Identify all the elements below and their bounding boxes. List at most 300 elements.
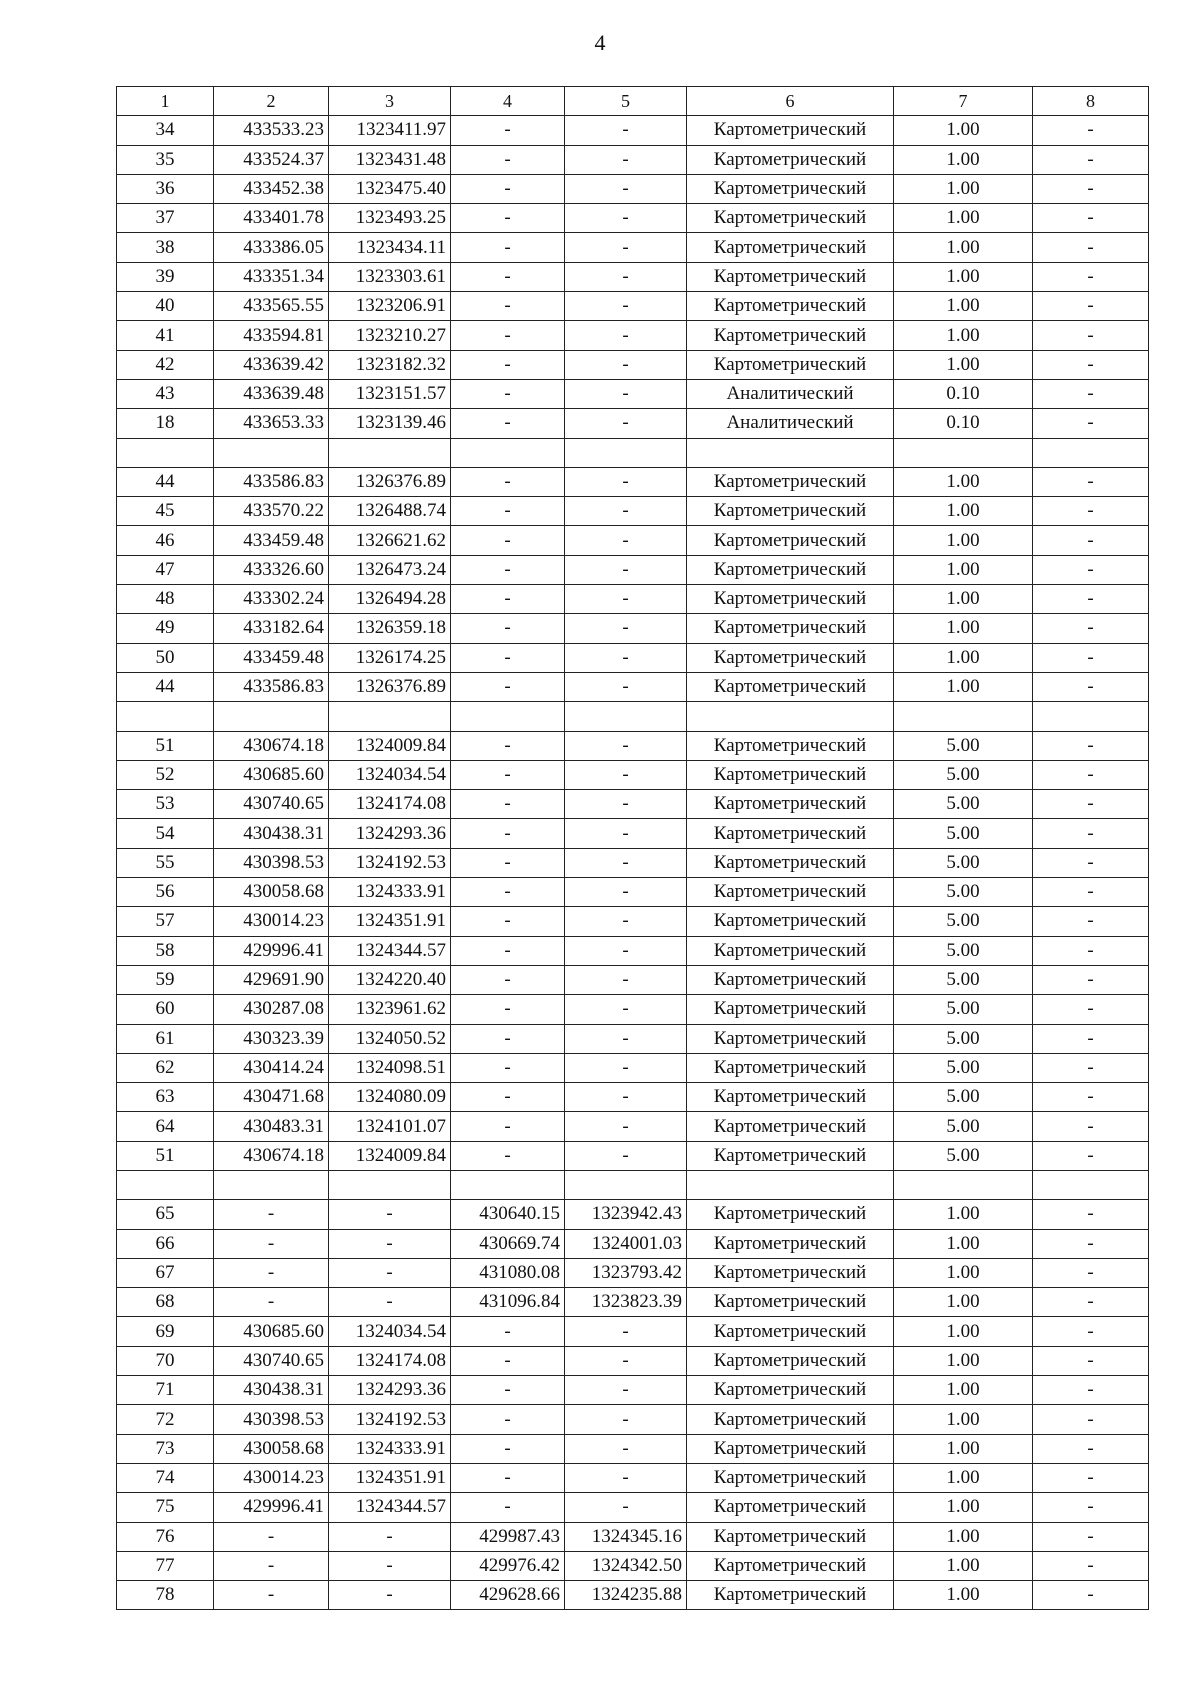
- cell-point-number: 70: [117, 1346, 214, 1375]
- table-row: [117, 1112, 1149, 1141]
- table-row: [117, 614, 1149, 643]
- cell-x-existing: 433533.23: [214, 116, 329, 145]
- cell-x-existing: 430438.31: [214, 1376, 329, 1405]
- cell-x-existing: 430685.60: [214, 760, 329, 789]
- cell-y-existing: 1323210.27: [329, 321, 451, 350]
- cell-x-new: 429976.42: [451, 1551, 565, 1580]
- cell-method: Картометрический: [687, 1141, 894, 1170]
- cell-x-new: -: [451, 936, 565, 965]
- cell-y-new: -: [565, 1317, 687, 1346]
- cell-description: -: [1033, 760, 1149, 789]
- cell-point-number: 37: [117, 204, 214, 233]
- cell-x-existing: 430014.23: [214, 907, 329, 936]
- table-row: [117, 379, 1149, 408]
- cell-accuracy: 1.00: [894, 1376, 1033, 1405]
- cell-x-existing: 433302.24: [214, 585, 329, 614]
- cell-x-existing: 430483.31: [214, 1112, 329, 1141]
- table-row: [117, 262, 1149, 291]
- cell-x-existing: 433653.33: [214, 409, 329, 438]
- cell-x-new: -: [451, 497, 565, 526]
- cell-x-new: -: [451, 467, 565, 496]
- cell-point-number: 18: [117, 409, 214, 438]
- cell-description: -: [1033, 321, 1149, 350]
- cell-description: -: [1033, 1141, 1149, 1170]
- cell-y-new: [565, 438, 687, 467]
- cell-point-number: [117, 1170, 214, 1199]
- table-row: [117, 1463, 1149, 1492]
- cell-y-new: -: [565, 848, 687, 877]
- table-row: [117, 292, 1149, 321]
- cell-y-new: -: [565, 116, 687, 145]
- table-row: [117, 643, 1149, 672]
- cell-x-existing: 433565.55: [214, 292, 329, 321]
- cell-description: -: [1033, 1317, 1149, 1346]
- cell-y-existing: 1324344.57: [329, 1493, 451, 1522]
- cell-point-number: 65: [117, 1200, 214, 1229]
- cell-y-existing: 1326174.25: [329, 643, 451, 672]
- cell-description: -: [1033, 1229, 1149, 1258]
- cell-point-number: 64: [117, 1112, 214, 1141]
- cell-y-existing: -: [329, 1200, 451, 1229]
- cell-accuracy: 1.00: [894, 204, 1033, 233]
- cell-x-new: -: [451, 262, 565, 291]
- cell-x-existing: -: [214, 1551, 329, 1580]
- cell-description: -: [1033, 614, 1149, 643]
- cell-y-existing: 1326473.24: [329, 555, 451, 584]
- column-header-5: 5: [565, 87, 687, 116]
- cell-description: -: [1033, 1493, 1149, 1522]
- cell-x-existing: 433351.34: [214, 262, 329, 291]
- cell-description: -: [1033, 1083, 1149, 1112]
- cell-x-existing: 430740.65: [214, 1346, 329, 1375]
- cell-x-new: -: [451, 145, 565, 174]
- cell-method: Картометрический: [687, 1200, 894, 1229]
- cell-accuracy: 1.00: [894, 1581, 1033, 1610]
- cell-accuracy: 1.00: [894, 1317, 1033, 1346]
- cell-y-existing: 1326621.62: [329, 526, 451, 555]
- cell-y-existing: 1324192.53: [329, 1405, 451, 1434]
- table-row: [117, 204, 1149, 233]
- cell-point-number: 52: [117, 760, 214, 789]
- cell-point-number: 72: [117, 1405, 214, 1434]
- cell-method: Картометрический: [687, 790, 894, 819]
- cell-y-new: -: [565, 760, 687, 789]
- cell-method: Картометрический: [687, 1493, 894, 1522]
- table-row: [117, 1493, 1149, 1522]
- page-number: 4: [594, 30, 606, 55]
- cell-accuracy: 0.10: [894, 409, 1033, 438]
- cell-point-number: 46: [117, 526, 214, 555]
- cell-y-new: 1324345.16: [565, 1522, 687, 1551]
- cell-method: Картометрический: [687, 145, 894, 174]
- cell-x-new: 430669.74: [451, 1229, 565, 1258]
- cell-method: Картометрический: [687, 350, 894, 379]
- cell-method: Картометрический: [687, 526, 894, 555]
- cell-accuracy: 1.00: [894, 321, 1033, 350]
- cell-accuracy: [894, 1170, 1033, 1199]
- cell-description: -: [1033, 1258, 1149, 1287]
- cell-point-number: 43: [117, 379, 214, 408]
- cell-accuracy: 1.00: [894, 1493, 1033, 1522]
- cell-point-number: 36: [117, 174, 214, 203]
- cell-accuracy: 1.00: [894, 1405, 1033, 1434]
- cell-point-number: 77: [117, 1551, 214, 1580]
- cell-y-new: -: [565, 379, 687, 408]
- cell-description: -: [1033, 116, 1149, 145]
- cell-x-existing: 429996.41: [214, 936, 329, 965]
- cell-x-new: -: [451, 116, 565, 145]
- cell-x-existing: 433386.05: [214, 233, 329, 262]
- cell-accuracy: 5.00: [894, 790, 1033, 819]
- cell-y-existing: [329, 438, 451, 467]
- cell-method: Картометрический: [687, 292, 894, 321]
- cell-y-new: -: [565, 614, 687, 643]
- cell-accuracy: 5.00: [894, 760, 1033, 789]
- cell-method: Картометрический: [687, 936, 894, 965]
- cell-method: Картометрический: [687, 1434, 894, 1463]
- cell-method: Картометрический: [687, 1346, 894, 1375]
- table-row: [117, 1024, 1149, 1053]
- cell-description: -: [1033, 350, 1149, 379]
- cell-accuracy: 1.00: [894, 497, 1033, 526]
- cell-x-new: -: [451, 409, 565, 438]
- table-row: [117, 1083, 1149, 1112]
- cell-point-number: 44: [117, 672, 214, 701]
- cell-point-number: 48: [117, 585, 214, 614]
- cell-method: Картометрический: [687, 965, 894, 994]
- cell-x-new: -: [451, 321, 565, 350]
- cell-y-existing: -: [329, 1258, 451, 1287]
- cell-method: Картометрический: [687, 497, 894, 526]
- cell-description: -: [1033, 262, 1149, 291]
- cell-x-existing: 433639.42: [214, 350, 329, 379]
- cell-x-existing: -: [214, 1288, 329, 1317]
- cell-accuracy: 5.00: [894, 995, 1033, 1024]
- cell-y-existing: 1323206.91: [329, 292, 451, 321]
- cell-x-existing: -: [214, 1229, 329, 1258]
- cell-description: -: [1033, 555, 1149, 584]
- table-row: [117, 1405, 1149, 1434]
- cell-x-new: -: [451, 760, 565, 789]
- cell-x-new: -: [451, 848, 565, 877]
- cell-accuracy: 1.00: [894, 1258, 1033, 1287]
- cell-y-new: -: [565, 1083, 687, 1112]
- cell-y-new: -: [565, 292, 687, 321]
- table-row: [117, 555, 1149, 584]
- cell-accuracy: 1.00: [894, 1288, 1033, 1317]
- cell-accuracy: 1.00: [894, 233, 1033, 262]
- cell-description: [1033, 438, 1149, 467]
- cell-x-existing: 433570.22: [214, 497, 329, 526]
- cell-point-number: 61: [117, 1024, 214, 1053]
- cell-point-number: 58: [117, 936, 214, 965]
- cell-description: -: [1033, 497, 1149, 526]
- cell-accuracy: 5.00: [894, 1112, 1033, 1141]
- cell-x-new: -: [451, 350, 565, 379]
- cell-y-existing: 1324009.84: [329, 1141, 451, 1170]
- cell-accuracy: 1.00: [894, 1522, 1033, 1551]
- column-header-8: 8: [1033, 87, 1149, 116]
- cell-point-number: 59: [117, 965, 214, 994]
- cell-description: -: [1033, 174, 1149, 203]
- table-row: [117, 819, 1149, 848]
- cell-x-existing: 433182.64: [214, 614, 329, 643]
- cell-y-new: -: [565, 965, 687, 994]
- cell-method: Картометрический: [687, 555, 894, 584]
- cell-point-number: 74: [117, 1463, 214, 1492]
- table-row: [117, 965, 1149, 994]
- cell-point-number: 62: [117, 1053, 214, 1082]
- cell-x-new: 429987.43: [451, 1522, 565, 1551]
- cell-y-existing: 1323431.48: [329, 145, 451, 174]
- cell-y-new: -: [565, 204, 687, 233]
- cell-point-number: 44: [117, 467, 214, 496]
- cell-method: Картометрический: [687, 1258, 894, 1287]
- cell-method: Картометрический: [687, 819, 894, 848]
- cell-x-existing: -: [214, 1200, 329, 1229]
- cell-y-existing: 1324293.36: [329, 819, 451, 848]
- table-row: [117, 1581, 1149, 1610]
- cell-x-new: 431096.84: [451, 1288, 565, 1317]
- cell-y-new: -: [565, 731, 687, 760]
- column-header-2: 2: [214, 87, 329, 116]
- cell-y-existing: [329, 1170, 451, 1199]
- cell-method: Картометрический: [687, 995, 894, 1024]
- cell-y-new: -: [565, 233, 687, 262]
- cell-x-existing: 430740.65: [214, 790, 329, 819]
- cell-description: -: [1033, 204, 1149, 233]
- table-row: [117, 1258, 1149, 1287]
- cell-y-new: -: [565, 350, 687, 379]
- cell-y-new: -: [565, 262, 687, 291]
- cell-point-number: 41: [117, 321, 214, 350]
- cell-description: -: [1033, 1581, 1149, 1610]
- cell-y-existing: 1323139.46: [329, 409, 451, 438]
- cell-y-new: -: [565, 819, 687, 848]
- cell-method: Картометрический: [687, 614, 894, 643]
- cell-y-new: -: [565, 936, 687, 965]
- cell-y-new: -: [565, 672, 687, 701]
- cell-x-new: -: [451, 1493, 565, 1522]
- cell-description: -: [1033, 965, 1149, 994]
- cell-description: -: [1033, 672, 1149, 701]
- cell-accuracy: 5.00: [894, 848, 1033, 877]
- table-row: [117, 438, 1149, 467]
- cell-x-existing: 430438.31: [214, 819, 329, 848]
- cell-x-existing: 433586.83: [214, 672, 329, 701]
- cell-x-new: -: [451, 1083, 565, 1112]
- cell-point-number: 57: [117, 907, 214, 936]
- cell-y-new: -: [565, 790, 687, 819]
- table-row: [117, 848, 1149, 877]
- cell-x-new: -: [451, 614, 565, 643]
- cell-description: -: [1033, 379, 1149, 408]
- cell-accuracy: 1.00: [894, 1434, 1033, 1463]
- cell-description: -: [1033, 995, 1149, 1024]
- cell-x-new: [451, 702, 565, 731]
- cell-description: -: [1033, 1405, 1149, 1434]
- cell-method: Картометрический: [687, 878, 894, 907]
- table-row: [117, 907, 1149, 936]
- cell-method: Картометрический: [687, 116, 894, 145]
- cell-accuracy: 1.00: [894, 585, 1033, 614]
- cell-x-new: -: [451, 1112, 565, 1141]
- table-row: [117, 1522, 1149, 1551]
- cell-y-new: -: [565, 1434, 687, 1463]
- table-row: [117, 702, 1149, 731]
- cell-method: Картометрический: [687, 1053, 894, 1082]
- cell-method: Картометрический: [687, 585, 894, 614]
- table-row: [117, 672, 1149, 701]
- cell-y-existing: 1324174.08: [329, 790, 451, 819]
- table-row: [117, 1376, 1149, 1405]
- table-row: [117, 526, 1149, 555]
- table-row: [117, 1229, 1149, 1258]
- cell-y-existing: 1324220.40: [329, 965, 451, 994]
- cell-x-new: -: [451, 1024, 565, 1053]
- cell-y-new: -: [565, 995, 687, 1024]
- cell-description: -: [1033, 907, 1149, 936]
- table-row: [117, 936, 1149, 965]
- cell-y-new: -: [565, 409, 687, 438]
- cell-y-new: 1324342.50: [565, 1551, 687, 1580]
- cell-y-existing: 1326494.28: [329, 585, 451, 614]
- cell-description: -: [1033, 467, 1149, 496]
- cell-method: Картометрический: [687, 174, 894, 203]
- table-row: [117, 145, 1149, 174]
- cell-method: [687, 702, 894, 731]
- cell-y-existing: -: [329, 1522, 451, 1551]
- cell-accuracy: 1.00: [894, 526, 1033, 555]
- table-row: [117, 116, 1149, 145]
- cell-point-number: 67: [117, 1258, 214, 1287]
- cell-y-existing: 1323475.40: [329, 174, 451, 203]
- cell-x-existing: [214, 1170, 329, 1199]
- cell-y-existing: 1323434.11: [329, 233, 451, 262]
- cell-accuracy: 1.00: [894, 1551, 1033, 1580]
- cell-y-existing: 1324174.08: [329, 1346, 451, 1375]
- cell-point-number: 66: [117, 1229, 214, 1258]
- coordinates-table-body: [117, 87, 1149, 1610]
- cell-x-existing: 429691.90: [214, 965, 329, 994]
- cell-description: -: [1033, 819, 1149, 848]
- cell-description: -: [1033, 409, 1149, 438]
- cell-method: [687, 438, 894, 467]
- cell-x-existing: 430674.18: [214, 1141, 329, 1170]
- cell-x-existing: 433594.81: [214, 321, 329, 350]
- cell-y-new: -: [565, 174, 687, 203]
- cell-y-new: -: [565, 1053, 687, 1082]
- cell-x-new: -: [451, 995, 565, 1024]
- cell-x-existing: -: [214, 1522, 329, 1551]
- cell-y-existing: 1323151.57: [329, 379, 451, 408]
- cell-x-new: 431080.08: [451, 1258, 565, 1287]
- cell-y-existing: 1324192.53: [329, 848, 451, 877]
- column-header-3: 3: [329, 87, 451, 116]
- cell-point-number: 40: [117, 292, 214, 321]
- cell-description: -: [1033, 1288, 1149, 1317]
- cell-point-number: 50: [117, 643, 214, 672]
- cell-y-existing: 1323303.61: [329, 262, 451, 291]
- cell-method: [687, 1170, 894, 1199]
- cell-accuracy: 5.00: [894, 878, 1033, 907]
- cell-accuracy: 1.00: [894, 350, 1033, 379]
- cell-y-new: -: [565, 321, 687, 350]
- cell-x-new: -: [451, 1141, 565, 1170]
- cell-y-new: -: [565, 1405, 687, 1434]
- cell-description: -: [1033, 1053, 1149, 1082]
- cell-x-new: -: [451, 819, 565, 848]
- cell-point-number: 51: [117, 731, 214, 760]
- cell-x-new: -: [451, 1346, 565, 1375]
- table-row: [117, 995, 1149, 1024]
- cell-description: -: [1033, 790, 1149, 819]
- cell-y-existing: 1324293.36: [329, 1376, 451, 1405]
- cell-description: -: [1033, 1434, 1149, 1463]
- cell-y-existing: 1323411.97: [329, 116, 451, 145]
- table-row: [117, 1434, 1149, 1463]
- cell-accuracy: 1.00: [894, 467, 1033, 496]
- cell-method: Картометрический: [687, 760, 894, 789]
- cell-point-number: 38: [117, 233, 214, 262]
- table-row: [117, 321, 1149, 350]
- table-row: [117, 1053, 1149, 1082]
- cell-x-new: -: [451, 1376, 565, 1405]
- cell-method: Картометрический: [687, 262, 894, 291]
- cell-accuracy: 5.00: [894, 936, 1033, 965]
- cell-description: -: [1033, 292, 1149, 321]
- cell-point-number: 73: [117, 1434, 214, 1463]
- cell-method: Картометрический: [687, 1317, 894, 1346]
- cell-x-new: -: [451, 174, 565, 203]
- table-row: [117, 233, 1149, 262]
- cell-y-existing: 1326488.74: [329, 497, 451, 526]
- table-row: [117, 409, 1149, 438]
- cell-accuracy: 1.00: [894, 555, 1033, 584]
- cell-method: Картометрический: [687, 848, 894, 877]
- cell-x-new: -: [451, 643, 565, 672]
- cell-point-number: 35: [117, 145, 214, 174]
- cell-y-existing: 1324080.09: [329, 1083, 451, 1112]
- cell-x-existing: -: [214, 1258, 329, 1287]
- cell-method: Картометрический: [687, 1581, 894, 1610]
- cell-y-new: 1324001.03: [565, 1229, 687, 1258]
- table-row: [117, 1317, 1149, 1346]
- cell-method: Аналитический: [687, 409, 894, 438]
- cell-method: Аналитический: [687, 379, 894, 408]
- cell-x-existing: 430471.68: [214, 1083, 329, 1112]
- cell-x-new: -: [451, 1053, 565, 1082]
- cell-x-new: -: [451, 233, 565, 262]
- cell-y-existing: 1324034.54: [329, 760, 451, 789]
- cell-accuracy: 5.00: [894, 1083, 1033, 1112]
- cell-y-existing: 1324098.51: [329, 1053, 451, 1082]
- cell-x-existing: 430058.68: [214, 878, 329, 907]
- table-row: [117, 1551, 1149, 1580]
- table-row: [117, 731, 1149, 760]
- cell-method: Картометрический: [687, 1083, 894, 1112]
- cell-y-existing: 1324009.84: [329, 731, 451, 760]
- cell-x-new: -: [451, 965, 565, 994]
- cell-x-new: -: [451, 878, 565, 907]
- cell-x-existing: 433326.60: [214, 555, 329, 584]
- cell-x-new: 430640.15: [451, 1200, 565, 1229]
- table-row: [117, 1141, 1149, 1170]
- cell-point-number: 51: [117, 1141, 214, 1170]
- cell-y-new: [565, 1170, 687, 1199]
- cell-y-existing: 1323961.62: [329, 995, 451, 1024]
- cell-y-new: -: [565, 1024, 687, 1053]
